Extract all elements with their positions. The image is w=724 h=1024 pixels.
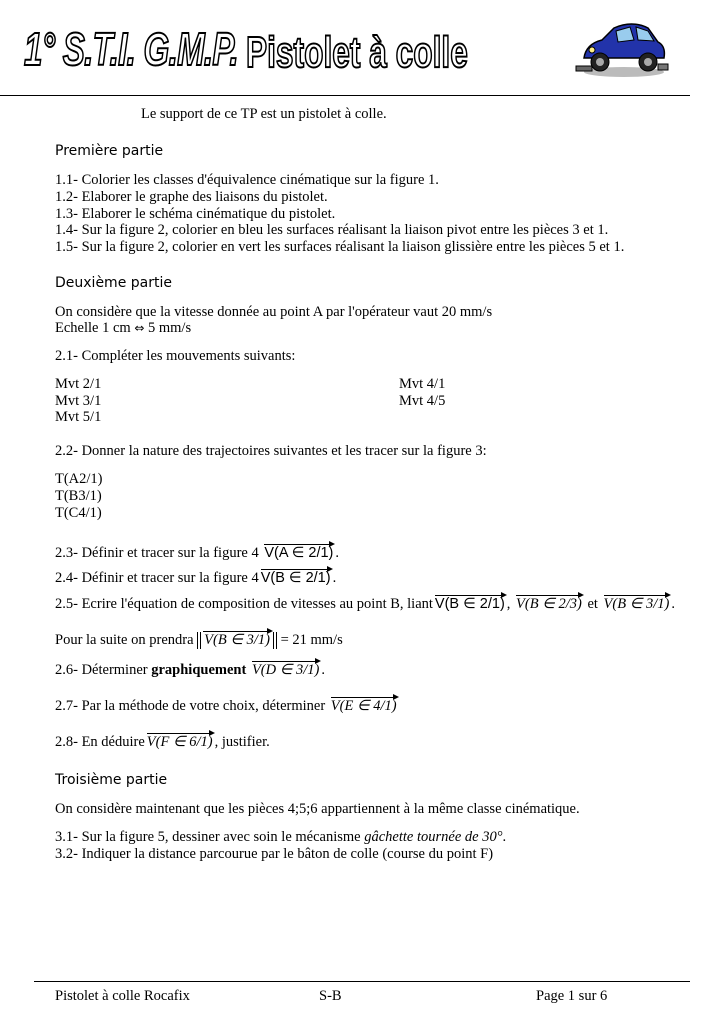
equivalence-icon: ⇔ xyxy=(134,321,145,335)
mvt-2-1: Mvt 2/1 xyxy=(55,376,102,392)
q3-1-italic: gâchette tournée de 30° xyxy=(364,829,503,845)
page-title: Pistolet à colle xyxy=(246,28,468,77)
q2-3: 2.3- Définir et tracer sur la figure 4 V(A ∈ 2/1) . xyxy=(55,545,340,561)
q2-5-text: 2.5- Ecrire l'équation de composition de vitesses au point B, liant xyxy=(55,596,433,612)
q2-3-text: 2.3- Définir et tracer sur la figure 4 xyxy=(55,545,259,561)
suite-value: = 21 mm/s xyxy=(280,632,343,648)
scale-prefix: Echelle 1 cm xyxy=(55,320,131,336)
scale-suffix: 5 mm/s xyxy=(148,320,192,336)
q3-1-text: 3.1- Sur la figure 5, dessiner avec soin le mécanisme xyxy=(55,829,361,845)
q3-2: 3.2- Indiquer la distance parcourue par le bâton de colle (course du point F) xyxy=(55,846,494,862)
q3-1: 3.1- Sur la figure 5, dessiner avec soin le mécanisme gâchette tournée de 30°. xyxy=(55,829,507,845)
footer-rule xyxy=(34,981,690,982)
vector-vb-2-1-b: V(B ∈ 2/1) xyxy=(434,596,505,612)
vector-vb-3-1: V(B ∈ 3/1) xyxy=(603,596,670,612)
part1-item-4: 1.4- Sur la figure 2, colorier en bleu les surfaces réalisant la liaison pivot entre les pièces 3 et 1. xyxy=(55,222,609,238)
footer-page-number: Page 1 sur 6 xyxy=(536,988,608,1004)
q2-5: 2.5- Ecrire l'équation de composition de vitesses au point B, liant V(B ∈ 2/1) , V(B ∈ 2/3) et V(B ∈ 3/1) . xyxy=(55,596,675,612)
vector-vf-6-1: V(F ∈ 6/1) xyxy=(146,734,213,750)
header-rule xyxy=(0,95,690,96)
vector-va-2-1: V(A ∈ 2/1) xyxy=(264,545,334,561)
speed-statement: On considère que la vitesse donnée au point A par l'opérateur vaut 20 mm/s xyxy=(55,304,493,320)
q2-4-text: 2.4- Définir et tracer sur la figure 4 xyxy=(55,570,259,586)
mvt-3-1: Mvt 3/1 xyxy=(55,393,102,409)
mvt-4-1: Mvt 4/1 xyxy=(399,376,446,392)
q2-2: 2.2- Donner la nature des trajectoires suivantes et les tracer sur la figure 3: xyxy=(55,443,487,459)
vector-vd-3-1: V(D ∈ 3/1) xyxy=(251,662,320,678)
suite-statement xyxy=(55,632,343,649)
q2-6-text: 2.6- Déterminer xyxy=(55,662,148,678)
trajectory-b: T(B3/1) xyxy=(55,488,102,504)
footer-left: Pistolet à colle Rocafix xyxy=(55,988,190,1004)
vector-vb-2-3: V(B ∈ 2/3) xyxy=(516,596,582,612)
footer-center: S-B xyxy=(319,988,342,1004)
part1-item-1: 1.1- Colorier les classes d'équivalence cinématique sur la figure 1. xyxy=(55,172,439,188)
q2-6-bold: graphiquement xyxy=(151,662,247,678)
trajectory-c: T(C4/1) xyxy=(55,505,102,521)
intro-text: Le support de ce TP est un pistolet à colle. xyxy=(141,106,387,122)
q2-8-end: , justifier. xyxy=(214,734,270,750)
class-label: 1° S.T.I. G.M.P. xyxy=(24,23,238,75)
part3-intro: On considère maintenant que les pièces 4;5;6 appartiennent à la même classe cinématique. xyxy=(55,801,580,817)
q2-6: 2.6- Déterminer graphiquement V(D ∈ 3/1) . xyxy=(55,662,325,678)
norm-vector: V(B ∈ 3/1) xyxy=(200,632,274,649)
part1-item-5: 1.5- Sur la figure 2, colorier en vert les surfaces réalisant la liaison glissière entre les pièces 5 et 1. xyxy=(55,239,625,255)
suite-text: Pour la suite on prendra xyxy=(55,632,194,648)
norm-vb-3-1 xyxy=(197,632,277,649)
mvt-4-5: Mvt 4/5 xyxy=(399,393,446,409)
part1-item-2: 1.2- Elaborer le graphe des liaisons du pistolet. xyxy=(55,189,328,205)
part1-heading: Première partie xyxy=(55,143,164,159)
and-word: et xyxy=(587,596,598,612)
part3-heading: Troisième partie xyxy=(55,772,168,788)
vector-ve-4-1: V(E ∈ 4/1) xyxy=(330,698,397,714)
mvt-5-1: Mvt 5/1 xyxy=(55,409,102,425)
scale-statement xyxy=(55,320,191,337)
q2-7 xyxy=(55,698,399,715)
part1-item-3: 1.3- Elaborer le schéma cinématique du pistolet. xyxy=(55,206,336,222)
car-logo-icon xyxy=(574,14,670,80)
trajectory-a: T(A2/1) xyxy=(55,471,103,487)
q2-1: 2.1- Compléter les mouvements suivants: xyxy=(55,348,296,364)
vector-vb-2-1: V(B ∈ 2/1) xyxy=(260,570,331,586)
part2-heading: Deuxième partie xyxy=(55,275,172,291)
q2-7-text: 2.7- Par la méthode de votre choix, déterminer xyxy=(55,698,326,714)
q2-4: 2.4- Définir et tracer sur la figure 4 V(B ∈ 2/1) . xyxy=(55,570,337,586)
q2-8-text: 2.8- En déduire xyxy=(55,734,145,750)
q2-8 xyxy=(55,734,270,751)
